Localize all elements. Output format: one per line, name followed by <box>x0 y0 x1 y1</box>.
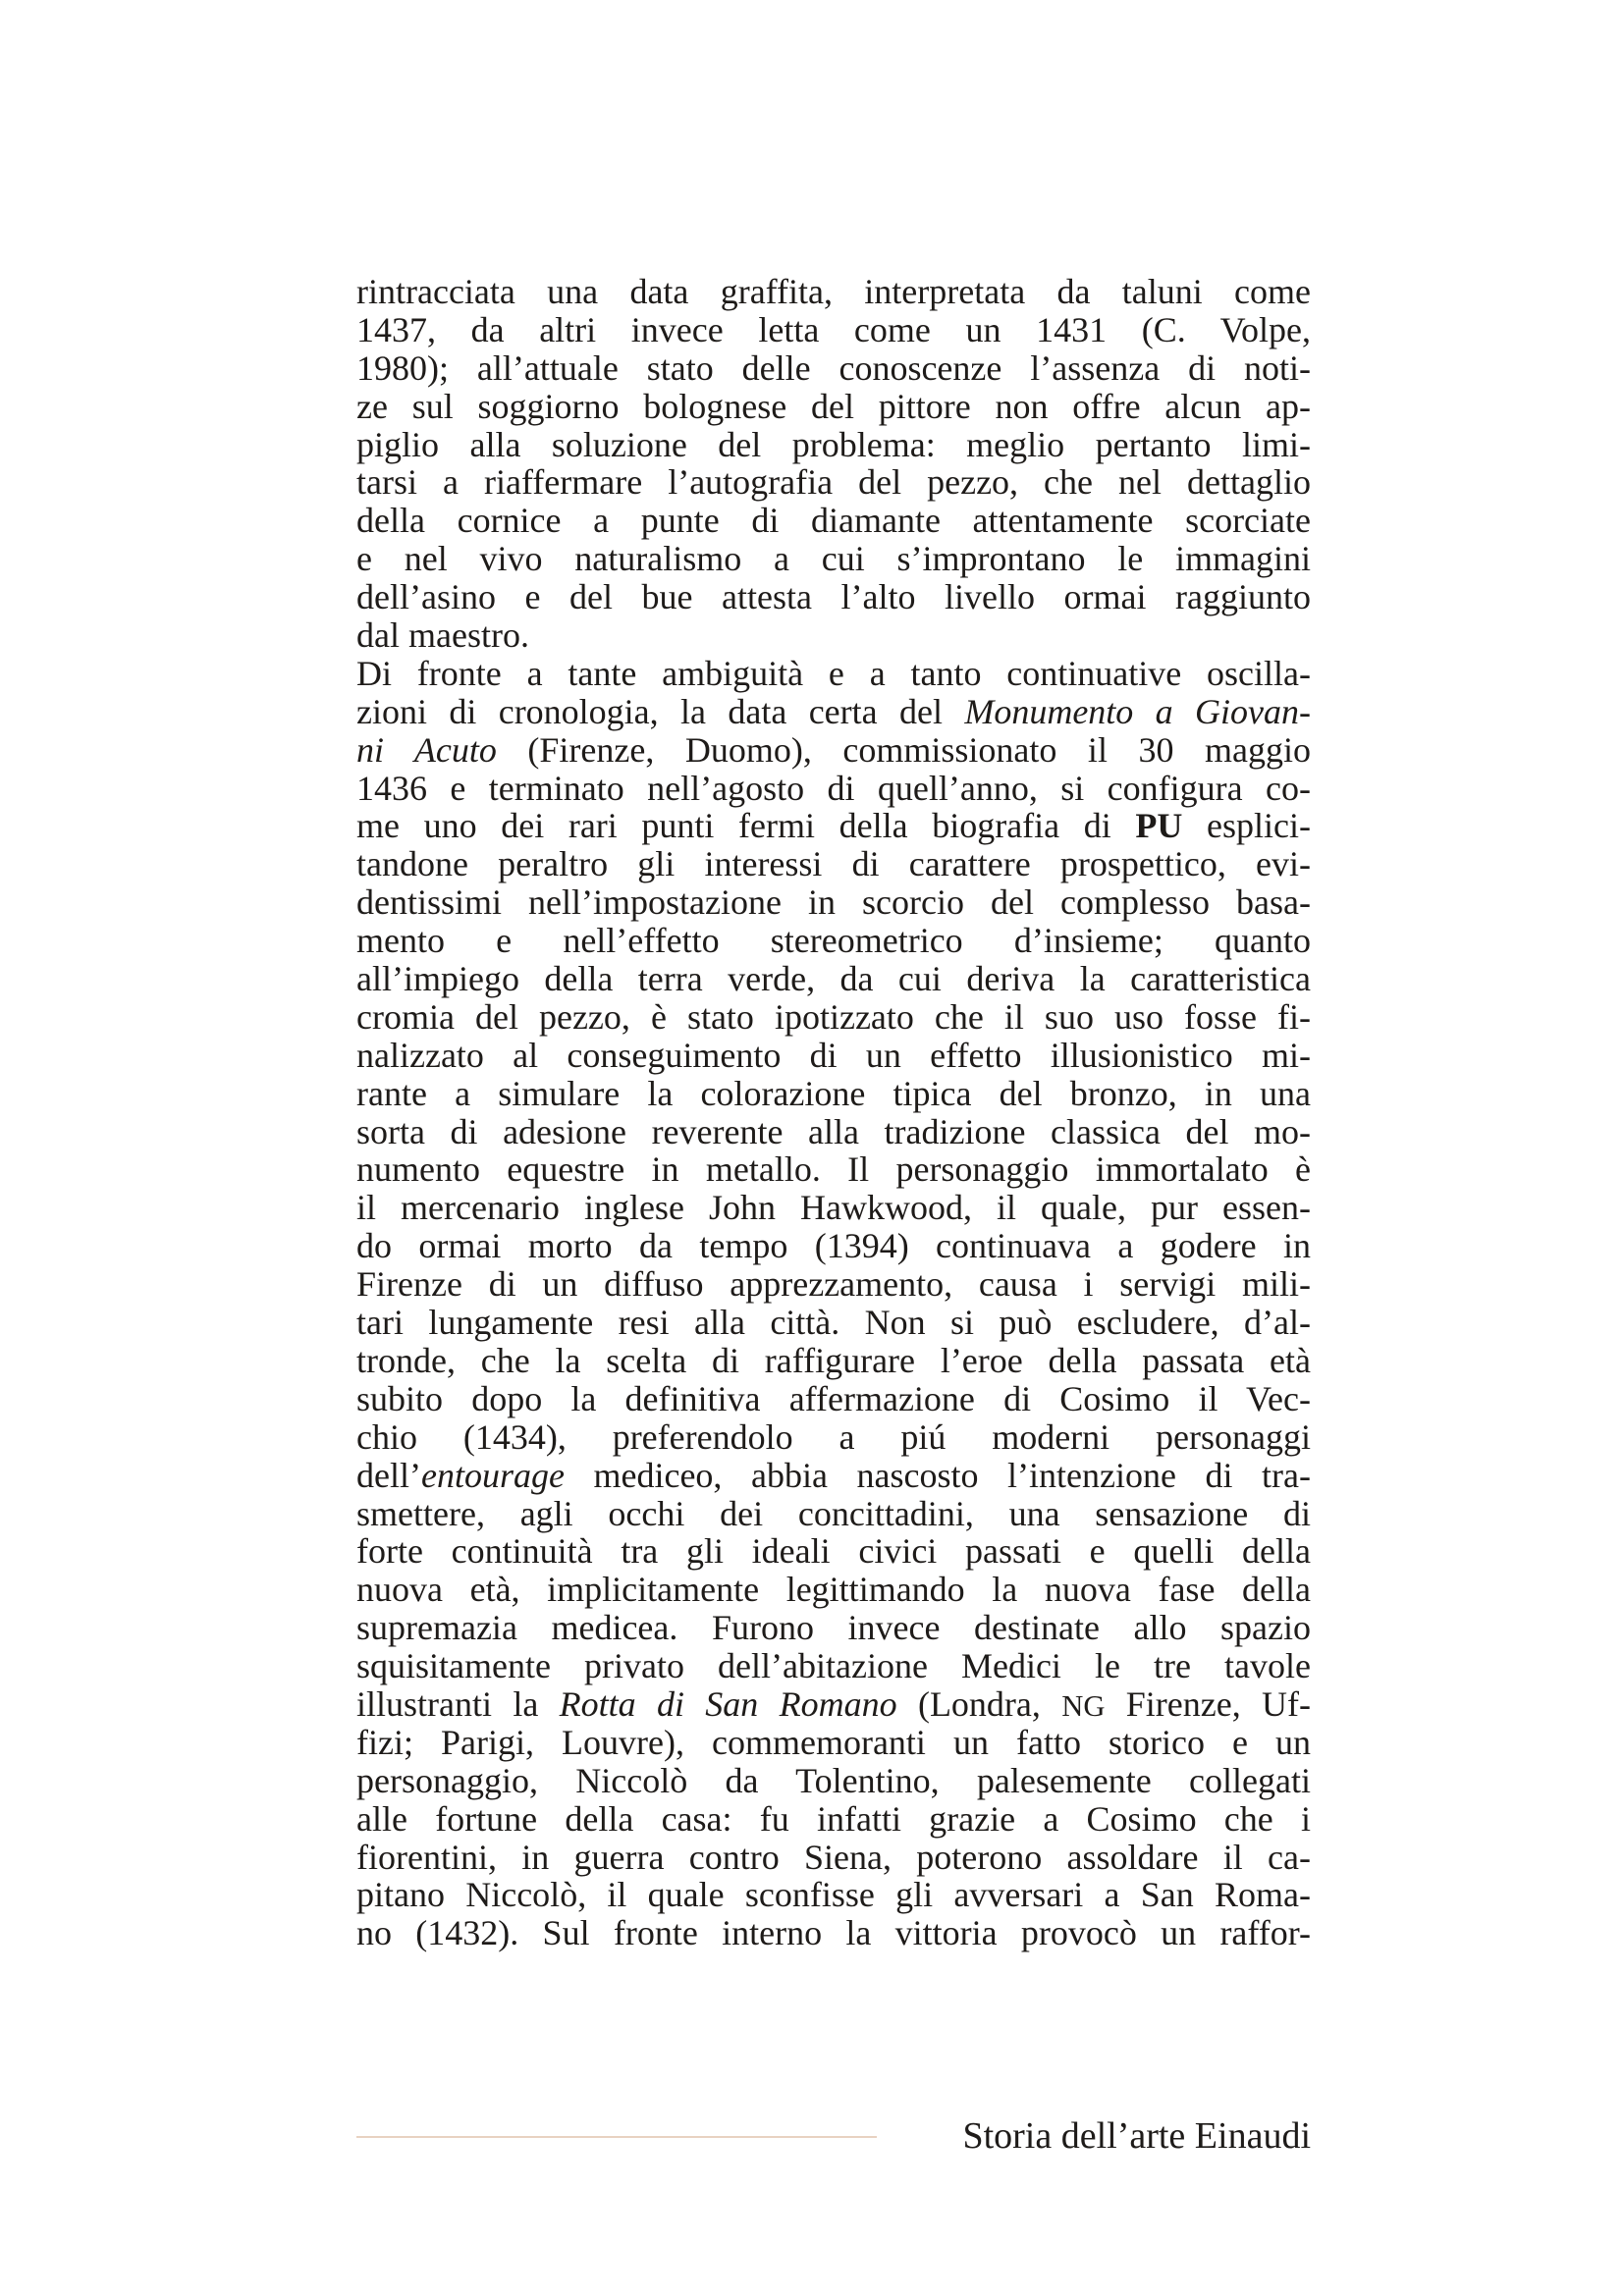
text-italic: Monumento a Giovan- <box>964 691 1312 731</box>
text-line <box>356 502 1311 540</box>
text-line <box>356 1037 1311 1075</box>
text-run: tronde, che la scelta di raffigurare l’eroe della passata età <box>356 1340 1311 1380</box>
text-run: (Londra, <box>896 1683 1062 1724</box>
text-line <box>356 578 1311 616</box>
footer-rule <box>356 2136 877 2138</box>
text-run: Firenze di un diffuso apprezzamento, causa i servigi mili- <box>356 1264 1311 1305</box>
text-run: tari lungamente resi alla città. Non si può escludere, d’al- <box>356 1303 1311 1343</box>
text-italic: Rotta di San Romano <box>559 1683 897 1724</box>
text-line <box>356 1839 1311 1877</box>
text-line <box>356 1724 1311 1762</box>
text-run: cromia del pezzo, è stato ipotizzato che il suo uso fosse fi- <box>356 996 1311 1037</box>
text-line <box>356 845 1311 883</box>
text-run: pitano Niccolò, il quale sconfisse gli avversari a San Roma- <box>356 1875 1311 1915</box>
text-line <box>356 922 1311 960</box>
text-run: tarsi a riaffermare l’autografia del pezzo, che nel dettaglio <box>356 462 1311 503</box>
text-line <box>356 1685 1311 1724</box>
text-line <box>356 1647 1311 1685</box>
text-run: Di fronte a tante ambiguità e a tanto continuative oscilla- <box>356 653 1311 693</box>
text-line <box>356 1189 1311 1227</box>
text-line <box>356 388 1311 426</box>
text-run: della cornice a punte di diamante attentamente scorciate <box>356 501 1311 541</box>
text-run: 1437, da altri invece letta come un 1431 (C. Volpe, <box>356 309 1311 349</box>
text-run: alle fortune della casa: fu infatti grazie a Cosimo che i <box>356 1798 1311 1839</box>
text-run: illustranti la <box>356 1683 560 1724</box>
text-run: dal maestro. <box>356 615 529 656</box>
text-line <box>356 1914 1311 1952</box>
text-line <box>356 1342 1311 1380</box>
text-line <box>356 655 1311 693</box>
text-run: 1436 e terminato nell’agosto di quell’anno, si configura co- <box>356 768 1311 808</box>
text-run: no (1432). Sul fronte interno la vittoria provocò un raffor- <box>356 1913 1311 1953</box>
text-run: dell’ <box>356 1455 421 1495</box>
text-line <box>356 1532 1311 1571</box>
text-run: ze sul soggiorno bolognese del pittore non offre alcun ap- <box>356 386 1311 426</box>
text-italic: entourage <box>420 1455 565 1495</box>
text-line <box>356 1304 1311 1342</box>
text-line <box>356 1609 1311 1647</box>
text-line <box>356 1380 1311 1418</box>
text-italic: ni Acuto <box>356 729 497 770</box>
text-line <box>356 426 1311 464</box>
page-footer <box>356 2110 1311 2169</box>
text-run: mento e nell’effetto stereometrico d’insieme; quanto <box>356 921 1311 961</box>
text-line <box>356 1495 1311 1533</box>
text-run: fiorentini, in guerra contro Siena, poterono assoldare il ca- <box>356 1837 1311 1877</box>
text-line <box>356 731 1311 770</box>
text-run: e nel vivo naturalismo a cui s’improntano le immagini <box>356 539 1311 579</box>
text-run: me uno dei rari punti fermi della biografia di <box>356 806 1136 846</box>
footer-title: Storia dell’arte Einaudi <box>962 2115 1311 2157</box>
text-line <box>356 1418 1311 1457</box>
body-text <box>356 273 1311 1952</box>
text-line <box>356 463 1311 502</box>
text-run: fizi; Parigi, Louvre), commemoranti un fatto storico e un <box>356 1722 1311 1762</box>
text-line <box>356 616 1311 655</box>
text-run: il mercenario inglese John Hawkwood, il quale, pur essen- <box>356 1188 1311 1228</box>
text-run: esplici- <box>1182 806 1311 846</box>
text-line <box>356 1457 1311 1495</box>
text-line <box>356 349 1311 388</box>
text-line <box>356 1876 1311 1914</box>
text-run: squisitamente privato dell’abitazione Medici le tre tavole <box>356 1646 1311 1686</box>
text-line <box>356 540 1311 578</box>
text-line <box>356 998 1311 1037</box>
text-run: nalizzato al conseguimento di un effetto illusionistico mi- <box>356 1035 1311 1075</box>
text-run: (Firenze, Duomo), commissionato il 30 maggio <box>496 729 1311 770</box>
text-line <box>356 1800 1311 1839</box>
text-bold: PU <box>1135 806 1183 846</box>
text-line <box>356 273 1311 311</box>
text-run: tandone peraltro gli interessi di carattere prospettico, evi- <box>356 844 1311 884</box>
text-run: chio (1434), preferendolo a piú moderni personaggi <box>356 1416 1311 1457</box>
text-run: rante a simulare la colorazione tipica del bronzo, in una <box>356 1073 1311 1113</box>
text-line <box>356 1150 1311 1189</box>
text-run: supremazia medicea. Furono invece destinate allo spazio <box>356 1608 1311 1648</box>
text-run: smettere, agli occhi dei concittadini, una sensazione di <box>356 1493 1311 1533</box>
text-line <box>356 1571 1311 1609</box>
text-run: zioni di cronologia, la data certa del <box>356 691 965 731</box>
text-run: subito dopo la definitiva affermazione di Cosimo il Vec- <box>356 1378 1311 1418</box>
text-run: Firenze, Uf- <box>1105 1683 1312 1724</box>
text-run: numento equestre in metallo. Il personaggio immortalato è <box>356 1149 1311 1190</box>
text-run: sorta di adesione reverente alla tradizione classica del mo- <box>356 1111 1311 1151</box>
text-run: forte continuità tra gli ideali civici passati e quelli della <box>356 1531 1311 1572</box>
text-line <box>356 1265 1311 1304</box>
text-run: personaggio, Niccolò da Tolentino, palesemente collegati <box>356 1760 1311 1800</box>
text-line <box>356 770 1311 808</box>
text-line <box>356 1762 1311 1800</box>
text-line <box>356 311 1311 349</box>
text-run: all’impiego della terra verde, da cui deriva la caratteristica <box>356 959 1311 999</box>
text-line <box>356 1227 1311 1265</box>
text-line <box>356 960 1311 998</box>
text-line <box>356 1075 1311 1113</box>
text-run: dell’asino e del bue attesta l’alto livello ormai raggiunto <box>356 577 1311 617</box>
text-run: rintracciata una data graffita, interpretata da taluni come <box>356 272 1311 311</box>
text-line <box>356 883 1311 922</box>
text-run: piglio alla soluzione del problema: meglio pertanto limi- <box>356 424 1311 464</box>
text-line <box>356 807 1311 845</box>
text-run: dentissimi nell’impostazione in scorcio del complesso basa- <box>356 882 1311 923</box>
text-line <box>356 1113 1311 1151</box>
text-run: nuova età, implicitamente legittimando la nuova fase della <box>356 1570 1311 1610</box>
text-run: do ormai morto da tempo (1394) continuava a godere in <box>356 1226 1311 1266</box>
text-run: 1980); all’attuale stato delle conoscenze l’assenza di noti- <box>356 347 1311 388</box>
text-line <box>356 693 1311 731</box>
text-run: mediceo, abbia nascosto l’intenzione di tra- <box>564 1455 1311 1495</box>
text-smallcaps: NG <box>1061 1688 1106 1723</box>
